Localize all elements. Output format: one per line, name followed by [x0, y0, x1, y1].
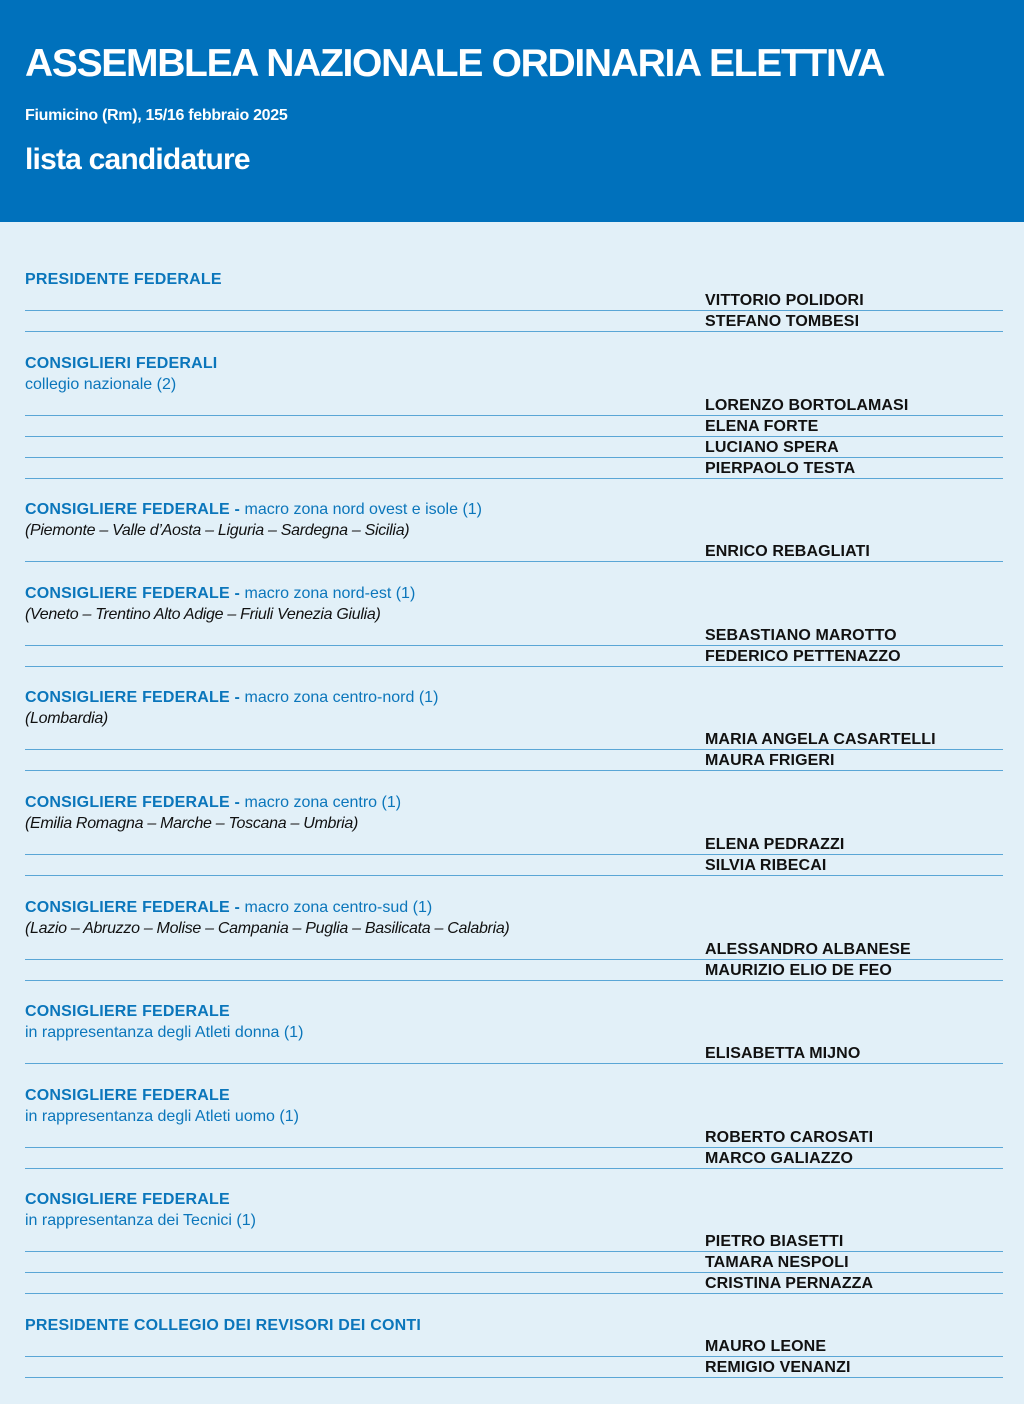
section-regions-note: (Lazio – Abruzzo – Molise – Campania – Puglia – Basilicata – Calabria) — [25, 920, 510, 937]
row-divider — [25, 1377, 1003, 1378]
candidate-name: SEBASTIANO MAROTTO — [705, 627, 897, 644]
section-title-bold: CONSIGLIERE FEDERALE - — [25, 689, 241, 706]
section-title — [25, 500, 482, 520]
section-title — [25, 1086, 230, 1106]
candidate-name: ELENA FORTE — [705, 418, 819, 435]
row-divider — [25, 436, 1003, 437]
section-title-bold: CONSIGLIERE FEDERALE — [25, 1191, 230, 1208]
section-regions-note: (Emilia Romagna – Marche – Toscana – Umbria) — [25, 815, 359, 832]
section-title — [25, 354, 217, 374]
candidate-name: LUCIANO SPERA — [705, 439, 839, 456]
section-subtitle: collegio nazionale (2) — [25, 376, 177, 393]
row-divider — [25, 310, 1003, 311]
candidate-name: PIETRO BIASETTI — [705, 1233, 844, 1250]
row-divider — [25, 645, 1003, 646]
section-title-bold: CONSIGLIERE FEDERALE - — [25, 899, 241, 916]
section-title-bold: CONSIGLIERE FEDERALE - — [25, 585, 241, 602]
row-divider — [25, 415, 1003, 416]
candidate-name: ELENA PEDRAZZI — [705, 836, 845, 853]
candidate-name: TAMARA NESPOLI — [705, 1254, 849, 1271]
row-divider — [25, 1147, 1003, 1148]
event-location-date: Fiumicino (Rm), 15/16 febbraio 2025 — [25, 107, 288, 124]
section-title — [25, 270, 222, 290]
row-divider — [25, 854, 1003, 855]
row-divider — [25, 875, 1003, 876]
section-title-detail: macro zona centro (1) — [244, 794, 402, 811]
row-divider — [25, 980, 1003, 981]
row-divider — [25, 1293, 1003, 1294]
section-title-detail: macro zona nord ovest e isole (1) — [244, 501, 482, 518]
row-divider — [25, 561, 1003, 562]
candidate-name: VITTORIO POLIDORI — [705, 292, 864, 309]
row-divider — [25, 770, 1003, 771]
row-divider — [25, 1063, 1003, 1064]
candidate-name: ROBERTO CAROSATI — [705, 1129, 874, 1146]
section-title-bold: CONSIGLIERE FEDERALE - — [25, 501, 241, 518]
section-title-bold: PRESIDENTE FEDERALE — [25, 271, 222, 288]
section-regions-note: (Lombardia) — [25, 710, 108, 727]
section-title-detail: macro zona nord-est (1) — [244, 585, 416, 602]
section-title — [25, 898, 432, 918]
section-title-bold: PRESIDENTE COLLEGIO DEI REVISORI DEI CONTI — [25, 1317, 422, 1334]
section-title — [25, 688, 438, 708]
page-title: ASSEMBLEA NAZIONALE ORDINARIA ELETTIVA — [25, 42, 885, 85]
section-title — [25, 1190, 230, 1210]
row-divider — [25, 1168, 1003, 1169]
row-divider — [25, 1251, 1003, 1252]
row-divider — [25, 331, 1003, 332]
row-divider — [25, 1356, 1003, 1357]
candidate-name: PIERPAOLO TESTA — [705, 460, 856, 477]
section-subtitle: in rappresentanza dei Tecnici (1) — [25, 1212, 256, 1229]
section-title — [25, 584, 415, 604]
row-divider — [25, 749, 1003, 750]
candidate-name: REMIGIO VENANZI — [705, 1359, 851, 1376]
row-divider — [25, 666, 1003, 667]
candidate-name: MAURO LEONE — [705, 1338, 827, 1355]
section-regions-note: (Piemonte – Valle d’Aosta – Liguria – Sardegna – Sicilia) — [25, 522, 410, 539]
section-title — [25, 1002, 230, 1022]
list-title: lista candidature — [25, 143, 250, 176]
section-title-bold: CONSIGLIERE FEDERALE — [25, 1003, 230, 1020]
candidate-name: ELISABETTA MIJNO — [705, 1045, 861, 1062]
candidate-name: CRISTINA PERNAZZA — [705, 1275, 874, 1292]
candidate-name: STEFANO TOMBESI — [705, 313, 860, 330]
row-divider — [25, 457, 1003, 458]
header-banner — [0, 0, 1024, 222]
candidate-name: SILVIA RIBECAI — [705, 857, 827, 874]
section-regions-note: (Veneto – Trentino Alto Adige – Friuli Venezia Giulia) — [25, 606, 381, 623]
section-subtitle: in rappresentanza degli Atleti uomo (1) — [25, 1108, 299, 1125]
candidate-name: MAURA FRIGERI — [705, 752, 835, 769]
candidate-name: MARIA ANGELA CASARTELLI — [705, 731, 936, 748]
candidate-name: LORENZO BORTOLAMASI — [705, 397, 909, 414]
candidate-name: MAURIZIO ELIO DE FEO — [705, 962, 892, 979]
section-title-bold: CONSIGLIERI FEDERALI — [25, 355, 218, 372]
section-title-bold: CONSIGLIERE FEDERALE — [25, 1087, 230, 1104]
row-divider — [25, 1272, 1003, 1273]
section-title-detail: macro zona centro-sud (1) — [244, 899, 433, 916]
candidate-name: ENRICO REBAGLIATI — [705, 543, 870, 560]
row-divider — [25, 959, 1003, 960]
section-subtitle: in rappresentanza degli Atleti donna (1) — [25, 1024, 304, 1041]
section-title — [25, 793, 401, 813]
section-title-detail: macro zona centro-nord (1) — [244, 689, 439, 706]
candidate-name: MARCO GALIAZZO — [705, 1150, 854, 1167]
section-title-bold: CONSIGLIERE FEDERALE - — [25, 794, 241, 811]
row-divider — [25, 478, 1003, 479]
section-title — [25, 1316, 421, 1336]
candidate-name: ALESSANDRO ALBANESE — [705, 941, 911, 958]
candidate-name: FEDERICO PETTENAZZO — [705, 648, 901, 665]
